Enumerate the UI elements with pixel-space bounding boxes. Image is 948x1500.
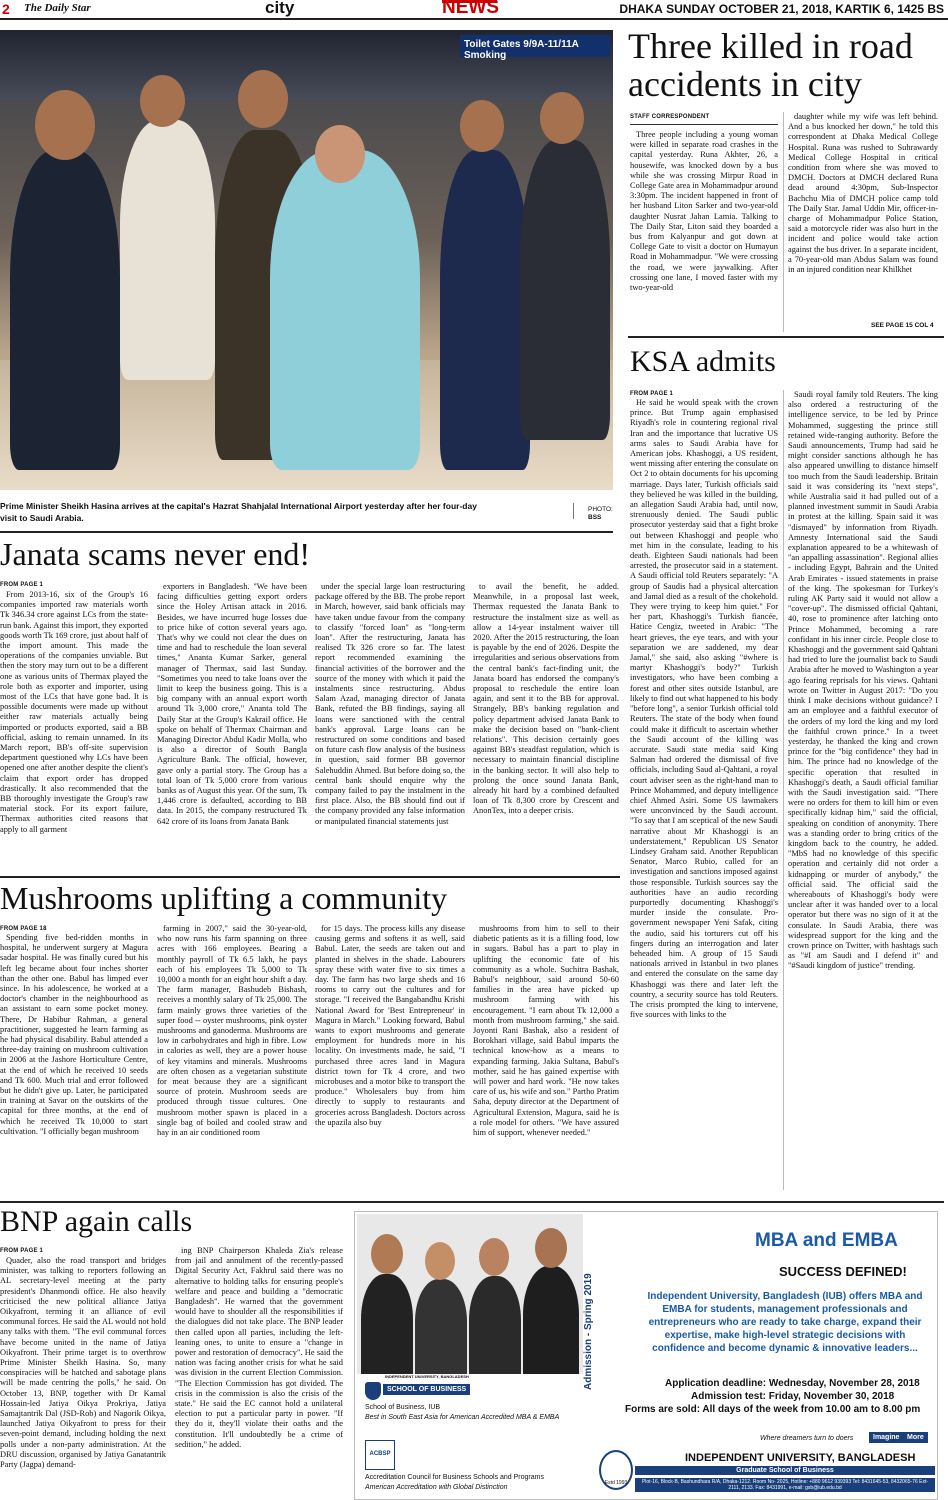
ad-person-2 — [415, 1279, 467, 1374]
bnp-headline: BNP again calls — [0, 1205, 193, 1238]
janata-top-rule — [0, 531, 613, 533]
ad-deadline: Application deadline: Wednesday, November 28, 2018 — [665, 1378, 920, 1389]
road-col-2 — [788, 112, 938, 322]
ad-face-3 — [479, 1238, 509, 1276]
mushrooms-col-4 — [473, 924, 619, 1197]
figure-right — [520, 140, 610, 440]
mushrooms-text-2: farming in 2007," said the 30-year-old, who now runs his farm spanning on three acres with 166 employees. Bearing a monthly payroll of Tk 6.5 lakh, he pays each of his employees Tk 5,000 to Tk 10,000 a month for an eight hour shift a day. The farm manager, Bashudeb Bishash, receives a monthly salary of Tk 25,000. The farm mainly grows three varieties of the super food -- oyster mushrooms, pink oyster mushrooms and ganoderma. Mushrooms are low in carbohydrates and high in fibre. Low in calories as well, they are a power house of key vitamins and minerals. Mushrooms are often chosen as a vegetarian substitute for meat because they are a significant source of protein. Mushroom seeds are produced through tissue cultures. One mushroom mother spawn is placed in a single bag of boiled and cooled straw and hay in an air conditioned room — [157, 924, 307, 1138]
lead-photo — [0, 30, 613, 490]
iub-crest-icon — [365, 1382, 381, 1400]
janata-text-2: exporters in Bangladesh. "We have been facing difficulties getting export orders since the Holey Artisan attack in 2016. Besides, we have incurred huge losses due to price hike of cotton several years ago. That's why we could not clear the dues on time and had to reschedule the loan several times," Ananta Kumar Sarker, general manager of Thermax, said last Sunday. "Sometimes you need to take loans over the limit to keep the business going. This is a big company with an annual export worth around Tk 3,000 crore," Ananta told The Daily Star at the Group's Kakrail office. He spoke on behalf of Thermax Chairman and Managing Director Abdul Kadir Molla, who is also a director of South Bangla Agriculture Bank. The official, however, gave only a partial story. The Group has a total loan of Tk 5,000 crore from various banks as of August this year. Of the sum, Tk 1,446 crore is defaulted, according to BB data. In 2015, the company restructured Tk 642 crore of its loans from Janata Bank — [157, 582, 307, 826]
bnp-col-2 — [175, 1246, 343, 1500]
ad-face-2 — [425, 1242, 455, 1280]
ksa-text-2: Saudi royal family told Reuters. The king also ordered a restructuring of the intelligence service, to be led by Prince Mohammed, suggesting the prince still retained wide-ranging authority. Before the Saudi announcements, Trump had said he might consider sanctions although he has also appeared unwilling to distance himself too much from the Saudi leadership. Britain said it was considering its "next steps", while Australia said it had pulled out of a planned investment summit in Saudi Arabia in protest at the killing. Spain said it was "dismayed" by information from Riyadh. Amnesty International said the Saudi explanation appeared to be a whitewash of "an appalling assassination". Regional allies - including Egypt, Bahrain and the United Arab Emirates - issued statements in praise of the king. The spokesman for Turkey's ruling AK Party said it would not allow a "cover-up". The dismissed official Qahtani, 40, rose to prominence after latching onto Prince Mohammed, becoming a rare confidant in his inner circle. People close to Khashoggi and the government said Qahtani had tried to lure the journalist back to Saudi Arabia after he moved to Washington a year ago fearing reprisals for his views. Qahtani wrote on Twitter in August 2017: "Do you think I make decisions without guidance? I am an employee and a faithful executor of the orders of my lord the king and my lord the faithful crown prince." In a tweet yesterday, he thanked the king and crown prince for the "big confidence" they had in him. The prince had no knowledge of the specific operation that resulted in Khashoggi's death, a Saudi official familiar with the Saudi investigation said. "There were no orders for them to kill him or even specifically kidnap him," said the official, speaking on condition of anonymity. There was a standing order to bring critics of the kingdom back to the country, he added. "MbS had no knowledge of this specific operation and certainly did not order a kidnapping or murder of anybody," the official said. The official said the whereabouts of Khashoggi's body were unclear after it was handed over to a local operator but there was no sign of it at the consulate. In Saudi Arabia, there was widespread support for the king and the crown prince on Twitter, with hashtags such as "#I am Saudi and I defend it" and "#Saudi kingdom of justice" trending. — [788, 390, 938, 971]
ad-more-button[interactable]: More — [903, 1432, 928, 1443]
figure-pm-head — [315, 125, 365, 183]
ad-university-name: INDEPENDENT UNIVERSITY, BANGLADESH — [685, 1452, 916, 1464]
ksa-headline: KSA admits — [630, 345, 776, 378]
ad-graduate-school: Graduate School of Business — [635, 1466, 935, 1475]
ksa-from-page: FROM PAGE 1 — [630, 391, 674, 397]
ad-school-badge: SCHOOL OF BUSINESS — [383, 1384, 470, 1395]
janata-col-3 — [315, 582, 465, 868]
janata-headline: Janata scams never end! — [0, 536, 311, 572]
mushrooms-text-3: for 15 days. The process kills any disease causing germs and softens it as well, said Babul. Later, the seeds are taken out and planted in shelves in the shade. Labourers spray these with water five to six times a day. The farm has two large sheds and 16 rooms to carry out the cultures and for storage. "I received the Bangabandhu Krishi National Award for 'Best Entrepreneur' in Magura in March." Looking forward, Babul wants to export mushrooms and generate employment for hundreds more in his locality. On investments made, he said, "I purchased three acres land in Magura district town for Tk 4 crore, and two microbuses and a motor bike to transport the produce." Wholesalers buy from him directly to supply to restaurants and groceries across Bangladesh. Doctors across the upazila also buy — [315, 924, 465, 1127]
ad-school-line: School of Business, IUB — [365, 1404, 441, 1411]
mushrooms-col-1 — [0, 933, 148, 1197]
road-byline: STAFF CORRESPONDENT — [630, 114, 710, 120]
road-col-1 — [630, 130, 778, 332]
airport-sign: Toilet Gates 9/9A-11/11A Smoking — [460, 35, 610, 57]
figure-officer-head — [460, 100, 504, 152]
ad-school-tagline: Best in South East Asia for American Accredited MBA & EMBA — [365, 1414, 560, 1421]
figure-officer — [440, 150, 530, 470]
ad-accreditation-1: Accreditation Council for Business Schools and Programs — [365, 1474, 544, 1481]
road-col-divider — [783, 112, 784, 332]
figure-right-head — [540, 92, 584, 144]
ad-person-4 — [523, 1266, 579, 1374]
mushrooms-text-4: mushrooms from him to sell to their diabetic patients as it is a filling food, low in sugars. Babul has a part to play in uplifting the economic fate of his community as a whole. Suchitra Bashak, Babul's neighbour, said around 50-60 families in the area have picked up mushroom farming with his encouragement. "I earn about Tk 12,000 a month from mushroom farming," she said. Joyonti Rani Bashak, also a resident of Borokhari village, said Babul imparts the technical know-how as a means to expanding farming. Jakia Sultana, Babul's mother, said he has gained expertise with will power and hard work. "He now takes care of us, his wife and son." Partho Pratim Saha, deputy director at the Department of Agricultural Extension, Magura, said he is a role model for others. "We have assured him of support, whenever needed." — [473, 924, 619, 1138]
dateline-date: SUNDAY OCTOBER 21, 2018, KARTIK 6, 1425 BS — [666, 2, 944, 16]
ad-test-date: Admission test: Friday, November 30, 2018 — [691, 1391, 895, 1402]
janata-col-4 — [473, 582, 619, 868]
ad-accreditation-2: American Accreditation with Global Distinction — [365, 1484, 508, 1491]
ksa-col-divider — [783, 390, 784, 1190]
acbsp-logo: ACBSP — [365, 1440, 395, 1470]
figure-white — [120, 120, 215, 380]
category-label: NEWS — [442, 0, 499, 18]
janata-col-2 — [157, 582, 307, 868]
road-text-1: Three people including a young woman were killed in separate road crashes in the capital yesterday. Runa Akhter, 26, a housewife, was knocked down by a bus while she was crossing Mirpur Road in College Gate area in Mohammadpur around 3:30pm. The incident happened in front of her husband Liton Sarker and two-year-old daughter Nusrat Jahan Lamia. Talking to The Daily Star, Liton said they boarded a bus from Kalyanpur and got down at College Gate to visit a doctor on Humayun Road in Mohammadpur. "We were crossing the road, we were jaywalking. After crossing one lane, I moved faster with my two-year-old — [630, 130, 778, 293]
dateline-city: DHAKA — [619, 2, 663, 16]
ad-subtitle: SUCCESS DEFINED! — [779, 1264, 907, 1279]
masthead — [0, 0, 948, 20]
bnp-col-1 — [0, 1256, 166, 1500]
page-number: 2 — [2, 1, 10, 17]
ksa-text-1: He said he would speak with the crown prince. But Trump again emphasised Riyadh's role in countering regional rival Iran and the importance that lucrative US arms sales to Saudi Arabia have for American jobs. Khashoggi, a US resident, went missing after entering the consulate on Oct 2 to obtain documents for his upcoming marriage. Days later, Turkish officials said they believed he was killed in the building, an allegation Saudi Arabia had, until now, strenuously denied. The Saudi public prosecutor yesterday said that a fight broke out between Khashoggi and people who met him in the consulate, leading to his death. Eighteen Saudi nationals had been arrested, the prosecutor said in a statement. A Saudi official told Reuters separately: "A group of Saudis had a physical altercation and Jamal died as a result of the chokehold. They were trying to keep him quiet." For her part, Khashoggi's Turkish fiancée, Hatice Cengiz, tweeted in Arabic: "The heart grieves, the eye tears, and with your separation we are saddened, my dear Jamal," she said, also asking "#where is martyr Khashoggi's body?" Turkish investigators, who have been combing a forest and other sites outside Istanbul, are likely to find out what happened to his body "before long", a senior Turkish official told Reuters. The state of the body when found could make it difficult to ascertain whether the Saudi account of the killing was accurate. Saudi state media said King Salman had ordered the dismissal of five officials, including Saud al-Qahtani, a royal court adviser seen as the right-hand man to Prince Mohammed, and deputy intelligence chief Ahmed Asiri. Some US lawmakers were unconvinced by the Saudi account. "To say that I am sceptical of the new Saudi narrative about Mr Khashoggi is an understatement," Republican US Senator Lindsey Graham said. Another Republican Senator, Marco Rubio, called for an investigation and sanctions imposed against those responsible. Turkish sources say the authorities have an audio recording purportedly documenting Khashoggi's murder inside the consulate. Pro-government newspaper Yeni Safak, citing the audio, said his torturers cut off his fingers during an interrogation and later beheaded him. A group of 15 Saudi nationals arrived in Istanbul in two planes and entered the consulate on the same day Khashoggi was there and later left the country, a security source has told Reuters. The crisis prompted the king to intervene, five sources with links to the — [630, 398, 778, 1020]
ad-face-4 — [535, 1228, 567, 1268]
road-text-2: daughter while my wife was left behind. And a bus knocked her down," he told this correspondent at Dhaka Medical College Hospital. Runa was rushed to Suhrawardy Medical College Hospital in critical condition from where she was moved to DMCH. Doctors at DMCH declared Runa dead around 4:30pm, Sub-Inspector Bachchu Mia of DMCH police camp told The Daily Star. Jamal Uddin Mir, officer-in-charge of Mohammadpur Police Station, said a motorcycle rider was also hurt in the incident and police would take action against the bus driver. In a separate incident, a 70-year-old man Abdus Salam was found in an injured condition near Khilkhet — [788, 112, 938, 275]
section-divider — [0, 1201, 944, 1203]
figure-white-head — [140, 75, 185, 127]
janata-col-1 — [0, 590, 148, 868]
mushrooms-from-page: FROM PAGE 18 — [0, 926, 47, 932]
figure-vest-head — [238, 70, 288, 128]
ad-forms: Forms are sold: All days of the week from 10.00 am to 8.00 pm — [625, 1404, 921, 1415]
figure-left-head — [35, 90, 95, 160]
ksa-col-2 — [788, 390, 938, 1190]
iub-seal-icon: Estd 1993 — [599, 1450, 633, 1490]
ad-body: Independent University, Bangladesh (IUB) offers MBA and EMBA for students, management professionals and entrepreneurs who are ready to take charge, expand their expertise, make high-level strategic decisions with confidence and become dynamic & innovative leaders... — [647, 1291, 923, 1354]
ad-slogan: Where dreamers turn to doers — [760, 1435, 854, 1442]
janata-text-4: to avail the benefit, he added. Meanwhile, in a proposal last week, Thermax requested the Janata Bank to restructure the instalment size as well as allow a 14-year instalment waiver till 2020. After the 2015 restructuring, the loan is payable by the end of 2026. Despite the irregularities and serious observations from the central bank's fact-finding unit, the Janata board has endorsed the company's proposal to reschedule the entire loan again, and sent it to the BB for approval. Strangely, BB's banking regulation and policy department advised Janata Bank to make the decision based on "bank-client relations". This decision certainly goes against BB's steadfast regulation, which is necessary to maintain financial discipline in the banking sector. It will also help to prolong the once sound Janata Bank, already hit hard by a combined defaulted loan of Tk 8,300 crore by Crescent and AnonTex, into a deeper crisis. — [473, 582, 619, 816]
bnp-text-2: ing BNP Chairperson Khaleda Zia's release from jail and annulment of the recently-passed Digital Security Act, Fakhrul said there was no alternative to holding talks for ensuring people's welfare and peace and building a "democratic Bangladesh". He warned that the government would have to shoulder all the responsibilities if the dialogues did not take place. The BNP leader then called upon all parties, including the left-leaning ones, to unite to ensure a "change in power and restoration of democracy". He said the nation was facing another crisis for what he said was division in the current Election Commission. "The Election Commission has got divided. The crisis in the commission is also the crisis of the state." He said the EC cannot hold a unilateral election to put a particular party in power. "If they do it, they'll violate their oaths and the constitution. It'll undoubtedly be a crime of sedition," he added. — [175, 1246, 343, 1449]
ad-address: Plot-16, Block-B, Bashundhara R/A, Dhaka-1212. Room No- 2025, Hotline: +880 9612 939393 Tel: 8431645-53, 8432065-76 Ext- 2111, 2133. Fax: 8431991, e-mail: gsb@iub.edu.bd — [635, 1478, 935, 1492]
bnp-from-page: FROM PAGE 1 — [0, 1248, 44, 1254]
paper-logo: The Daily Star — [24, 2, 91, 14]
ad-title: MBA and EMBA — [755, 1230, 898, 1251]
mushrooms-col-3 — [315, 924, 465, 1197]
road-byline-rule — [630, 124, 778, 125]
dateline — [619, 2, 944, 16]
janata-from-page: FROM PAGE 1 — [0, 582, 44, 588]
janata-text-1: From 2013-16, six of the Group's 16 companies imported raw materials worth Tk 346.34 crore against LCs from the state-run bank. Against this import, they exported goods worth Tk 169 crore, just about half of the import amount. This made the operations of the companies unviable. But then the story may turn out to be a different one as various units of Thermax played the role both as exporter and importer, using most of the LCs that have gone bad. It is possible documents were made up without either raw materials actually being imported or products exported, said a BB official, asking to remain unnamed. In its March report, BB's off-site supervision department questioned why LCs have been opened one after another despite the client's claim that export order has dropped drastically. It also recommended that the BB thoroughly investigate the Group's raw material stock. For its export failure, Thermax authorities cited reasons that apply to all garment — [0, 590, 148, 834]
road-headline: Three killed in road accidents in city — [628, 26, 913, 104]
road-bottom-rule — [628, 336, 944, 338]
photo-caption: Prime Minister Sheikh Hasina arrives at the capital's Hazrat Shahjalal International Airport yesterday after her four-day visit to Saudi Arabia. — [0, 501, 477, 523]
janata-text-3: under the special large loan restructuring package offered by the BB. The probe report in March, however, said bank officials may have taken undue favour from the company to classify "forced loan" as "long-term loan". After the restructuring, Janata has realised Tk 326 crore so far. The latest report recommended examining the financial activities of the borrower and the source of the money with which it paid the instalments since restructuring. Abdus Salam Azad, managing director of Janata Bank, refuted the BB findings, saying all loans were sanctioned with the central bank's approval. Large loans can be restructured on some conditions and based on future cash flow analysis of the business in question, said former BB governor Salehuddin Ahmed. But before doing so, the central bank should enquire why the company failed to pay the instalment in the first place. Also, the BB should find out if the company provided any false information or manipulated financial statements just — [315, 582, 465, 826]
janata-bottom-rule — [0, 876, 620, 878]
figure-pm — [270, 150, 420, 470]
ad-admission-season: Admission - Spring 2019 — [583, 1273, 594, 1390]
mushrooms-col-2 — [157, 924, 307, 1197]
ad-face-1 — [371, 1234, 403, 1274]
credit-label: PHOTO: — [588, 506, 613, 513]
mushrooms-headline: Mushrooms uplifting a community — [0, 880, 448, 916]
credit-divider — [573, 503, 574, 519]
ad-imagine-button[interactable]: Imagine — [869, 1432, 903, 1443]
ad-students-photo — [357, 1214, 583, 1374]
iub-advertisement[interactable] — [354, 1211, 938, 1500]
bnp-text-1: Quader, also the road transport and bridges minister, was talking to reporters following an AL secretary-level meeting at the party president's Dhanmondi office. He also heavily criticised the new political alliance Jatiya Oikyafront, terming it an alliance of evil communal forces. He said the AL would not hold any talks with them. "The evil communal forces have become united in the name of Jatiya Oikyafront. Their prime target is to overthrow Prime Minister Sheikh Hasina. So, many conspiracies will be hatched and sabotage plans will be made centring the polls," he said. On October 13, BNP, together with Dr Kamal Hossain-led Jatiya Oikya Prokriya, Jatiya Samajtantrik Dal (JSD-Rob) and Nagorik Oikya, launched Jatiya Oikyafront to press for their seven-point demand, including holding the next polls under a non-party administration. At the DRU discussion, organised by Jatiya Ganatantrik Party (Jagpa) demand- — [0, 1256, 166, 1470]
ad-badge-top: INDEPENDENT UNIVERSITY, BANGLADESH — [385, 1374, 469, 1379]
photo-credit — [588, 506, 613, 522]
ad-person-3 — [469, 1276, 521, 1374]
section-label: city — [265, 0, 295, 17]
mushrooms-text-1: Spending five bed-ridden months in hospital, he underwent surgery at Magura sadar hospital. He was finally cured but his left leg became about four inches shorter than the other one. Babul has limped ever since. In his adolescence, he worked at a doctor's chamber in the neighbourhood as an assistant to earn some pocket money. There, Dr Habibur Rahman, a general practitioner, suggested he learn farming as he had physical disability. Babul attended a three-day training on mushroom cultivation in 2006 at the Jashore Horticulture Centre, at the end of which he received 10 seeds and Tk 600. Much trial and error followed but he didn't give up. Later, he participated in training at Savar on the outskirts of the capital for three months, at the end of which he received Tk 10,000 to start cultivation. "I officially began mushroom — [0, 933, 148, 1136]
ksa-col-1 — [630, 398, 778, 1190]
road-see-page: SEE PAGE 15 COL 4 — [871, 322, 934, 329]
ad-person-1 — [361, 1274, 413, 1374]
credit-source: BSS — [588, 514, 602, 521]
figure-left — [10, 150, 120, 470]
